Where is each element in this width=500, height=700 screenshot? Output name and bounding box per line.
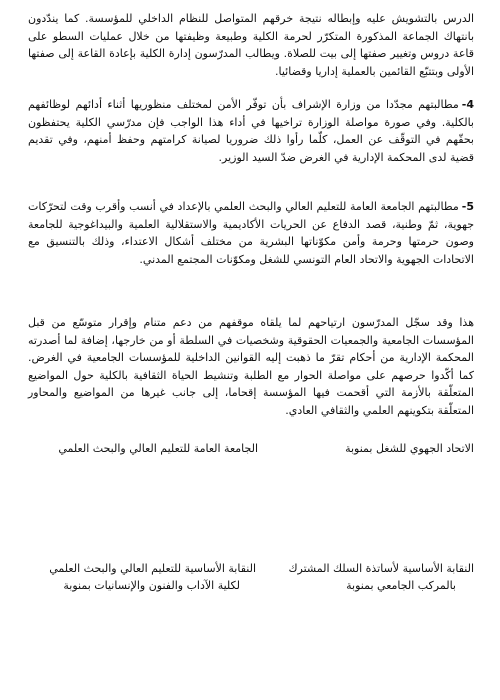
signatory-faculty-union: النقابة الأساسية للتعليم العالي والبحث العلمي لكلية الآداب والفنون والإنسانيات بمنوبة	[49, 562, 256, 592]
paragraph-closing: هذا وقد سجّل المدرّسون ارتياحهم لما يلقاه موقفهم من دعم متنام وإقرار متوسّع من قبل المؤسسات الجامعية والجمعيات الحقوقية وشخصيات في السلطة أو من خارجها، إضافة لما أصدرته المحكمة الإدارية من أحكام تقرّ ما ذهبت إليه القوانين الداخلية للمؤسسات الجامعية في الغرض. كما أكّدوا حرصهم على مواصلة الحوار مع الطلبة وتنشيط الحياة الثقافية بالكلية حول المواضيع المتعلّقة بالأزمة التي أقحمت فيها المؤسسة إقحاما، إلى جانب غيرها من المواضيع والمحاور المتعلّقة بتكوينهم العلمي والثقافي العادي.	[28, 316, 474, 417]
signatory-regional-union: الاتحاد الجهوي للشغل بمنوبة	[345, 442, 474, 455]
signatory-general-federation: الجامعة العامة للتعليم العالي والبحث العلمي	[58, 442, 258, 455]
item-number: 4-	[461, 98, 474, 111]
demand-item-5	[28, 198, 474, 268]
item-text: مطالبتهم مجدّدا من وزارة الإشراف بأن توفّر الأمن لمختلف منظوريها أثناء أدائهم لوظائفهم بالكلية. وفي صورة مواصلة الوزارة تراخيها في أداء هذا الواجب فإن مدرّسي الكلية يحتفظون بحقّهم في التوقّف عن العمل، كلّما رأوا ذلك ضروريا لصيانة كرامتهم وحفظ أمنهم، وفي تقديم قضية لدى المحكمة الإدارية في الغرض ضدّ السيد الوزير.	[28, 98, 474, 164]
demand-item-4	[28, 96, 474, 166]
paragraph-intro: الدرس بالتشويش عليه وإبطاله نتيجة خرقهم المتواصل للنظام الداخلي للمؤسسة. كما يندّدون بانتهاك الجماعة المذكورة المتكرّر لحرمة الكلية وطبيعة وظيفتها من خلال عمليات السطو على قاعة دروس وتغيير صفتها إلى بيت للصلاة. ويطالب المدرّسون إدارة الكلية بإعادة القاعة إلى صفتها الأولى وبتتبّع القائمين بالعملية إداريا وقضائيا.	[28, 12, 474, 78]
item-text: مطالبتهم الجامعة العامة للتعليم العالي والبحث العلمي بالإعداد في أنسب وأقرب وقت لتحرّكات جهوية، ثمّ وطنية، قصد الدفاع عن الحريات الأكاديمية والاستقلالية العلمية والبيداغوجية للجامعة وصون حرمتها وحرمة وأمن مكوّناتها البشرية من مختلف أشكال الاعتداء، وذلك بالتنسيق مع الاتحادات الجهوية والاتحاد العام التونسي للشغل ومكوّنات المجتمع المدني.	[28, 200, 474, 266]
item-number: 5-	[461, 200, 474, 213]
signatory-joint-corps-union: النقابة الأساسية لأساتذة السلك المشترك بالمركب الجامعي بمنوبة	[288, 562, 474, 592]
